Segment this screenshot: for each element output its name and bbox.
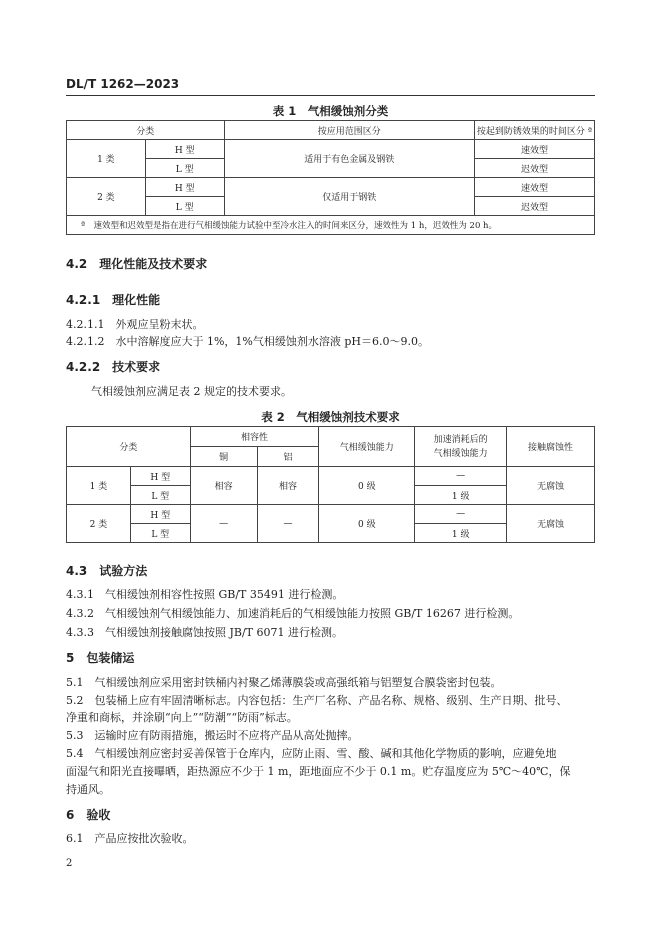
t1-type-cell: H 型: [145, 178, 224, 197]
para-6-1: 6.1 产品应按批次验收。: [66, 832, 194, 845]
t2-acc-cell: —: [415, 467, 507, 486]
section-4-2-1-heading: 4.2.1 理化性能: [66, 293, 161, 307]
t1-header-time: 按起到防锈效果的时间区分 ª: [474, 121, 594, 140]
para-5-4-line3: 持通风。: [66, 783, 110, 796]
t1-type-cell: L 型: [145, 197, 224, 216]
t1-time-cell: 速效型: [474, 140, 594, 159]
table1: [66, 120, 595, 235]
para-4-2-1-1: 4.2.1.1 外观应呈粉末状。: [66, 318, 204, 331]
t2-class-cell: 1 类: [67, 467, 131, 505]
section-6-heading: 6 验收: [66, 808, 111, 822]
t2-al-cell: —: [257, 505, 319, 543]
section-4-3-heading: 4.3 试验方法: [66, 564, 148, 578]
t2-type-cell: H 型: [130, 467, 190, 486]
para-5-3: 5.3 运输时应有防雨措施，搬运时不应将产品从高处抛摔。: [66, 729, 359, 742]
t2-contact-cell: 无腐蚀: [507, 467, 595, 505]
para-4-3-1: 4.3.1 气相缓蚀剂相容性按照 GB/T 35491 进行检测。: [66, 588, 344, 601]
para-4-3-2: 4.3.2 气相缓蚀剂气相缓蚀能力、加速消耗后的气相缓蚀能力按照 GB/T 16267 进行检测。: [66, 607, 520, 620]
t1-header-fenlei: 分类: [67, 121, 225, 140]
para-4-2-1-2: 4.2.1.2 水中溶解度应大于 1%，1%气相缓蚀剂水溶液 pH＝6.0～9.0。: [66, 335, 429, 348]
header-rule: [66, 95, 595, 96]
t2-type-cell: H 型: [130, 505, 190, 524]
t1-class-cell: 1 类: [67, 140, 146, 178]
t2-header-compat: 相容性: [190, 427, 319, 447]
standard-number: DL/T 1262—2023: [66, 77, 180, 91]
t2-contact-cell: 无腐蚀: [507, 505, 595, 543]
t1-class-cell: 2 类: [67, 178, 146, 216]
t2-type-cell: L 型: [130, 524, 190, 543]
t2-acc-cell: 1 级: [415, 486, 507, 505]
t2-header-fenlei: 分类: [67, 427, 191, 467]
t1-type-cell: L 型: [145, 159, 224, 178]
page-number: 2: [66, 858, 73, 869]
table1-caption: 表 1 气相缓蚀剂分类: [272, 104, 389, 118]
t1-time-cell: 迟效型: [474, 159, 594, 178]
section-4-2-2-heading: 4.2.2 技术要求: [66, 360, 161, 374]
section-5-heading: 5 包装储运: [66, 651, 135, 665]
t1-type-cell: H 型: [145, 140, 224, 159]
t1-time-cell: 迟效型: [474, 197, 594, 216]
t2-vpi-cell: 0 级: [319, 467, 415, 505]
t2-type-cell: L 型: [130, 486, 190, 505]
para-4-2-2: 气相缓蚀剂应满足表 2 规定的技术要求。: [91, 385, 292, 398]
para-5-4-line1: 5.4 气相缓蚀剂应密封妥善保管于仓库内，应防止雨、雪、酸、碱和其他化学物质的影响，应避免地: [66, 747, 557, 760]
t2-cu-cell: —: [190, 505, 257, 543]
t2-header-contact: 接触腐蚀性: [507, 427, 595, 467]
t2-header-al: 铝: [257, 447, 319, 467]
t1-range-cell: 仅适用于钢铁: [224, 178, 474, 216]
t2-al-cell: 相容: [257, 467, 319, 505]
t2-acc-cell: —: [415, 505, 507, 524]
t1-footnote: ª 速效型和迟效型是指在进行气相缓蚀能力试验中至冷水注入的时间来区分，速效性为 1 h，迟效性为 20 h。: [67, 216, 595, 235]
t2-header-accelerated: 加速消耗后的 气相缓蚀能力: [415, 427, 507, 467]
t1-header-range: 按应用范围区分: [224, 121, 474, 140]
table2: [66, 426, 595, 543]
t2-header-cu: 铜: [190, 447, 257, 467]
para-5-1: 5.1 气相缓蚀剂应采用密封铁桶内衬聚乙烯薄膜袋或高强纸箱与铝塑复合膜袋密封包装。: [66, 676, 502, 689]
para-5-2-line2: 净重和商标，并涂刷“向上”“防潮”“防雨”标志。: [66, 711, 298, 724]
t2-header-vpi: 气相缓蚀能力: [319, 427, 415, 467]
t2-class-cell: 2 类: [67, 505, 131, 543]
t2-acc-cell: 1 级: [415, 524, 507, 543]
para-5-4-line2: 面湿气和阳光直接曝晒，距热源应不少于 1 m，距地面应不少于 0.1 m。贮存温度应为 5℃～40℃，保: [66, 765, 571, 778]
section-4-2-heading: 4.2 理化性能及技术要求: [66, 257, 208, 271]
t1-range-cell: 适用于有色金属及钢铁: [224, 140, 474, 178]
table2-caption: 表 2 气相缓蚀剂技术要求: [261, 410, 400, 424]
para-5-2-line1: 5.2 包装桶上应有牢固清晰标志。内容包括：生产厂名称、产品名称、规格、级别、生产日期、批号、: [66, 694, 568, 707]
t2-cu-cell: 相容: [190, 467, 257, 505]
t2-vpi-cell: 0 级: [319, 505, 415, 543]
para-4-3-3: 4.3.3 气相缓蚀剂接触腐蚀按照 JB/T 6071 进行检测。: [66, 626, 344, 639]
t1-time-cell: 速效型: [474, 178, 594, 197]
